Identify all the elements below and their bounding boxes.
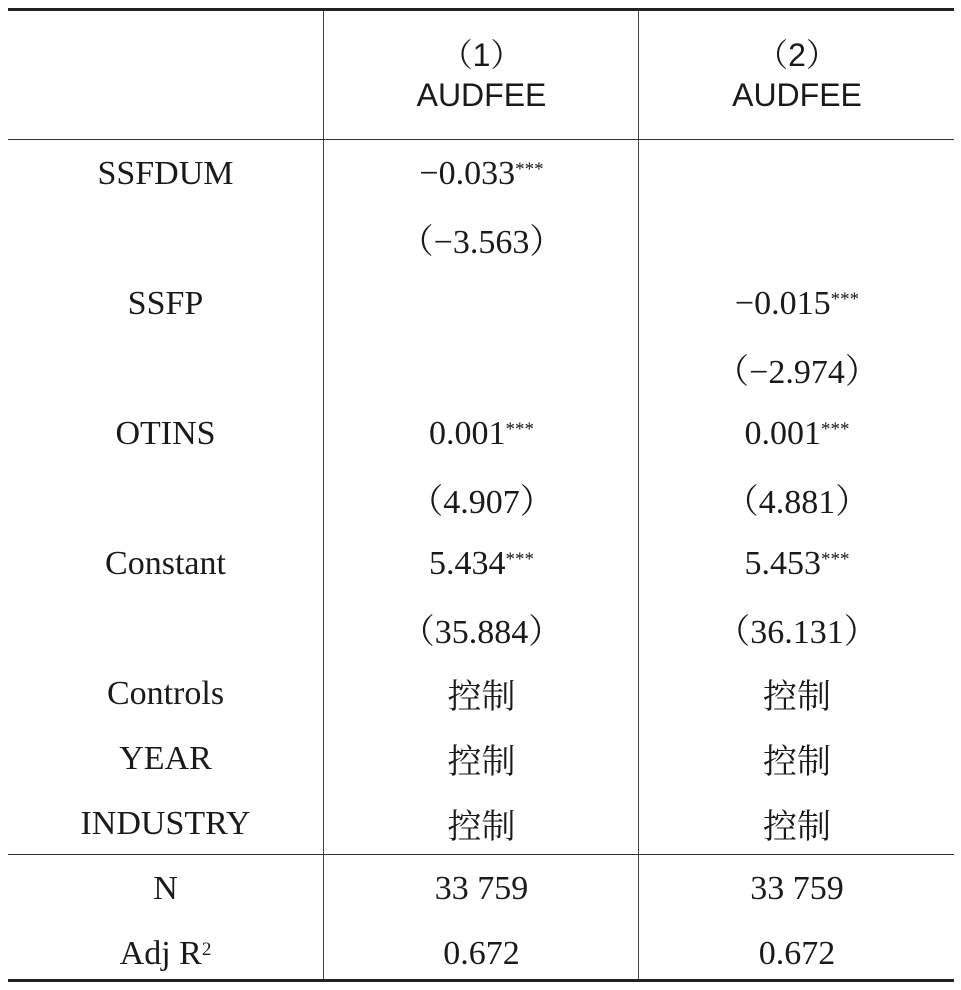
table-cell-col1-value: （4.907） (409, 484, 554, 521)
table-cell-col1-significance: *** (515, 159, 544, 180)
row-label (8, 336, 323, 401)
footer-cell-col2-value: 33 759 (750, 869, 844, 907)
table-cell-col2 (640, 466, 954, 531)
table-cell-col1-significance: *** (505, 549, 534, 570)
table-cell-col1 (325, 206, 638, 271)
table-cell-col1 (325, 336, 638, 401)
row-label (8, 141, 323, 206)
row-label-value: OTINS (115, 414, 216, 452)
table-cell-col1-value: 0.001 (429, 414, 506, 452)
column-header-2-name: AUDFEE (732, 77, 862, 113)
footer-cell-col2-value: 0.672 (758, 934, 836, 972)
footer-cell-col1 (325, 856, 638, 921)
table-cell-col2 (640, 596, 954, 661)
table-cell-col1-value: （35.884） (400, 614, 563, 651)
table-cell-col1 (325, 271, 638, 336)
table-cell-col2-significance: *** (821, 419, 850, 440)
row-label (8, 661, 323, 726)
row-label-value: Constant (105, 544, 226, 582)
table-cell-col2 (640, 661, 954, 726)
row-label-value: SSFP (127, 284, 204, 322)
column-header-1-number: （1） (440, 37, 523, 73)
column-header-1-name: AUDFEE (416, 77, 547, 113)
footer-label-significance: 2 (201, 939, 212, 960)
table-cell-col2-value: （36.131） (716, 614, 878, 651)
footer-cell-col1-value: 33 759 (434, 869, 529, 907)
table-cell-col2 (640, 401, 954, 466)
table-cell-col2 (640, 791, 954, 856)
table-cell-col1-value: （−3.563） (399, 224, 564, 261)
table-cell-col1 (325, 726, 638, 791)
footer-cell-col1 (325, 921, 638, 986)
table-cell-col2-value: 5.453 (744, 544, 821, 582)
table-cell-col2-value: 控制 (763, 742, 831, 782)
table-cell-col2 (640, 726, 954, 791)
table-cell-col1-value: 控制 (447, 742, 516, 782)
footer-label (8, 921, 323, 986)
table-cell-col2 (640, 271, 954, 336)
row-label (8, 726, 323, 791)
header-rule (8, 139, 954, 140)
table-cell-col2-significance: *** (821, 549, 850, 570)
footer-label-value: N (153, 869, 178, 907)
column-divider-1 (323, 11, 324, 979)
table-cell-col1 (325, 401, 638, 466)
row-label (8, 791, 323, 856)
table-cell-col2-value: 0.001 (744, 414, 821, 452)
table-cell-col2 (640, 206, 954, 271)
table-cell-col2 (640, 531, 954, 596)
row-label-value: YEAR (119, 739, 212, 777)
table-cell-col1 (325, 141, 638, 206)
row-label (8, 206, 323, 271)
regression-table (8, 8, 954, 982)
table-cell-col2-value: 控制 (763, 807, 831, 847)
table-cell-col2-value: 控制 (763, 677, 831, 717)
row-label (8, 271, 323, 336)
table-cell-col1 (325, 466, 638, 531)
table-cell-col1 (325, 531, 638, 596)
table-cell-col1 (325, 661, 638, 726)
table-cell-col1-significance: *** (505, 419, 534, 440)
row-label-value: INDUSTRY (80, 804, 251, 842)
column-header-2-number: （2） (756, 37, 838, 73)
footer-label (8, 856, 323, 921)
row-label-value: SSFDUM (97, 154, 234, 192)
table-cell-col1-value: 5.434 (429, 544, 506, 582)
column-header-2 (640, 11, 954, 139)
table-cell-col2 (640, 336, 954, 401)
footer-cell-col2 (640, 856, 954, 921)
column-header-1 (325, 11, 638, 139)
table-cell-col2-value: （4.881） (724, 484, 870, 521)
table-cell-col1 (325, 596, 638, 661)
table-cell-col2 (640, 141, 954, 206)
table-cell-col1-value: −0.033 (419, 154, 516, 192)
table-cell-col1-value: 控制 (447, 677, 516, 717)
table-cell-col1-value: 控制 (447, 807, 516, 847)
row-label (8, 596, 323, 661)
table-cell-col2-value: −0.015 (734, 284, 831, 322)
table-cell-col1 (325, 791, 638, 856)
row-label (8, 466, 323, 531)
row-label-value: Controls (106, 674, 225, 712)
row-label (8, 401, 323, 466)
table-cell-col2-significance: *** (830, 289, 860, 310)
table-cell-col2-value: （−2.974） (715, 354, 879, 391)
row-label (8, 531, 323, 596)
column-divider-2 (638, 11, 639, 979)
footer-cell-col1-value: 0.672 (443, 934, 520, 972)
footer-label-value: Adj R (119, 934, 202, 972)
footer-cell-col2 (640, 921, 954, 986)
